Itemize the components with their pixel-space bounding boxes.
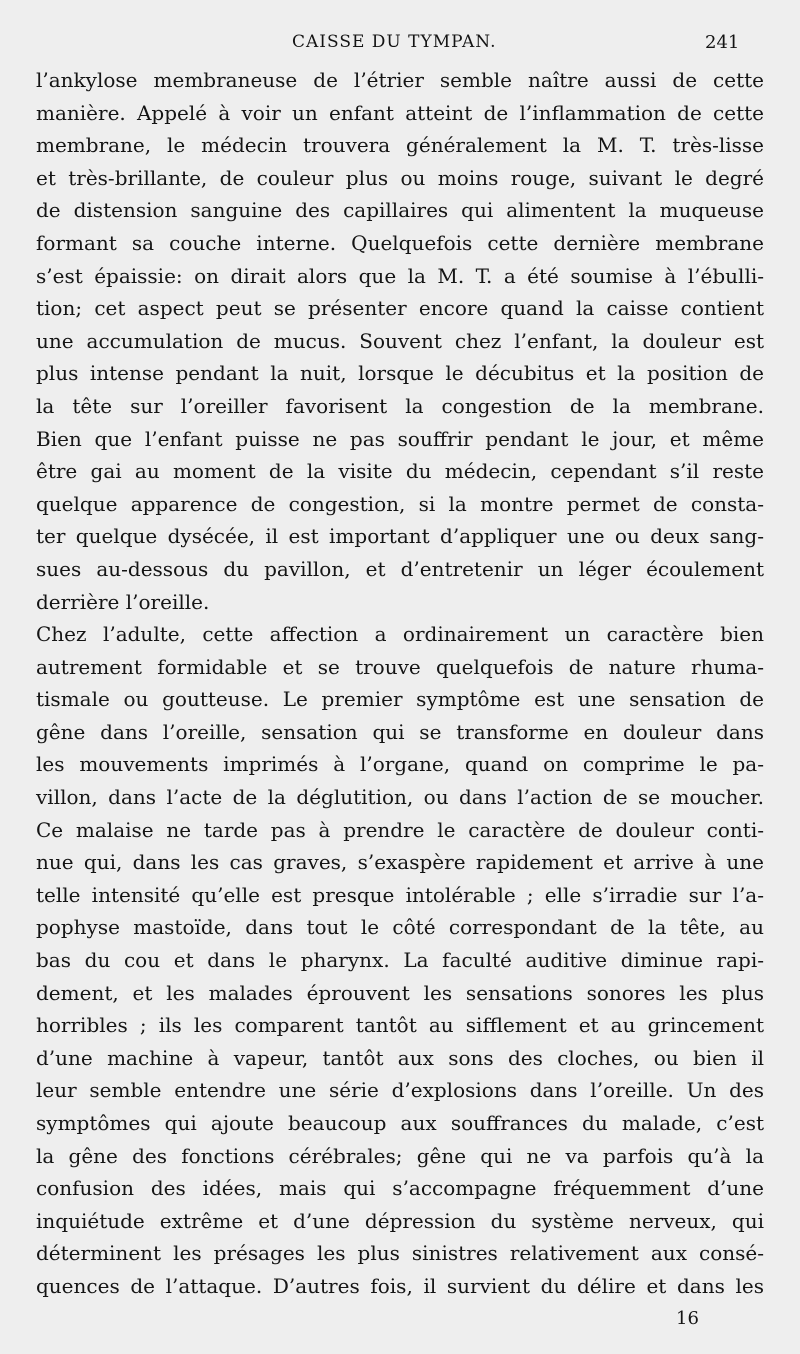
paragraph-start-line: Chez l’adulte, cette affection a ordinairement un caractère bien <box>36 622 764 647</box>
text-line: les mouvements imprimés à l’organe, quand on comprime le pa- <box>36 752 764 777</box>
text-line: tion; cet aspect peut se présenter encore quand la caisse contient <box>36 296 764 321</box>
text-line: une accumulation de mucus. Souvent chez l’enfant, la douleur est <box>36 328 764 353</box>
text-line: autrement formidable et se trouve quelquefois de nature rhuma- <box>36 654 764 679</box>
text-line: pophyse mastoïde, dans tout le côté correspondant de la tête, au <box>36 915 764 940</box>
running-head <box>0 32 800 58</box>
text-line: inquiétude extrême et d’une dépression du système nerveux, qui <box>36 1208 764 1233</box>
text-line: dement, et les malades éprouvent les sensations sonores les plus <box>36 980 764 1005</box>
text-line: sues au-dessous du pavillon, et d’entretenir un léger écoulement <box>36 556 764 581</box>
text-line: leur semble entendre une série d’explosions dans l’oreille. Un des <box>36 1078 764 1103</box>
text-line: bas du cou et dans le pharynx. La faculté auditive diminue rapi- <box>36 948 764 973</box>
text-line: déterminent les présages les plus sinistres relativement aux consé- <box>36 1241 764 1266</box>
text-line: horribles ; ils les comparent tantôt au sifflement et au grincement <box>36 1013 764 1038</box>
running-title: CAISSE DU TYMPAN. <box>292 32 497 52</box>
text-line: symptômes qui ajoute beaucoup aux souffrances du malade, c’est <box>36 1111 764 1135</box>
body-text <box>36 64 764 1303</box>
text-line: nue qui, dans les cas graves, s’exaspère rapidement et arrive à une <box>36 850 764 875</box>
text-line: plus intense pendant la nuit, lorsque le décubitus et la position de <box>36 361 764 386</box>
paragraph-end-line: derrière l’oreille. <box>36 589 210 614</box>
text-line: tismale ou goutteuse. Le premier symptôme est une sensation de <box>36 687 764 712</box>
text-line: et très-brillante, de couleur plus ou moins rouge, suivant le degré <box>36 165 764 190</box>
text-line: membrane, le médecin trouvera généralement la M. T. très-lisse <box>36 133 764 158</box>
text-line: d’une machine à vapeur, tantôt aux sons des cloches, ou bien il <box>36 1045 764 1070</box>
text-line: manière. Appelé à voir un enfant atteint de l’inflammation de cette <box>36 100 764 125</box>
text-line: la tête sur l’oreiller favorisent la congestion de la membrane. <box>36 393 764 418</box>
text-line: Ce malaise ne tarde pas à prendre le caractère de douleur conti- <box>36 817 764 842</box>
text-line: quences de l’attaque. D’autres fois, il survient du délire et dans les <box>36 1273 764 1298</box>
page-number: 241 <box>705 32 740 53</box>
text-line: formant sa couche interne. Quelquefois cette dernière membrane <box>36 230 764 255</box>
text-line: de distension sanguine des capillaires qui alimentent la muqueuse <box>36 198 764 223</box>
text-line: la gêne des fonctions cérébrales; gêne qui ne va parfois qu’à la <box>36 1143 764 1168</box>
text-line: être gai au moment de la visite du médecin, cependant s’il reste <box>36 459 764 484</box>
text-line: gêne dans l’oreille, sensation qui se transforme en douleur dans <box>36 719 764 744</box>
text-line: Bien que l’enfant puisse ne pas souffrir pendant le jour, et même <box>36 426 764 451</box>
text-line: quelque apparence de congestion, si la montre permet de consta- <box>36 491 764 516</box>
text-line: telle intensité qu’elle est presque intolérable ; elle s’irradie sur l’a- <box>36 882 764 907</box>
text-line: confusion des idées, mais qui s’accompagne fréquemment d’une <box>36 1176 764 1201</box>
signature-mark: 16 <box>676 1308 699 1329</box>
text-line: ter quelque dysécée, il est important d’appliquer une ou deux sang- <box>36 524 764 549</box>
text-line: l’ankylose membraneuse de l’étrier semble naître aussi de cette <box>36 68 764 92</box>
text-line: s’est épaissie: on dirait alors que la M. T. a été soumise à l’ébulli- <box>36 263 764 288</box>
text-line: villon, dans l’acte de la déglutition, ou dans l’action de se moucher. <box>36 785 764 810</box>
